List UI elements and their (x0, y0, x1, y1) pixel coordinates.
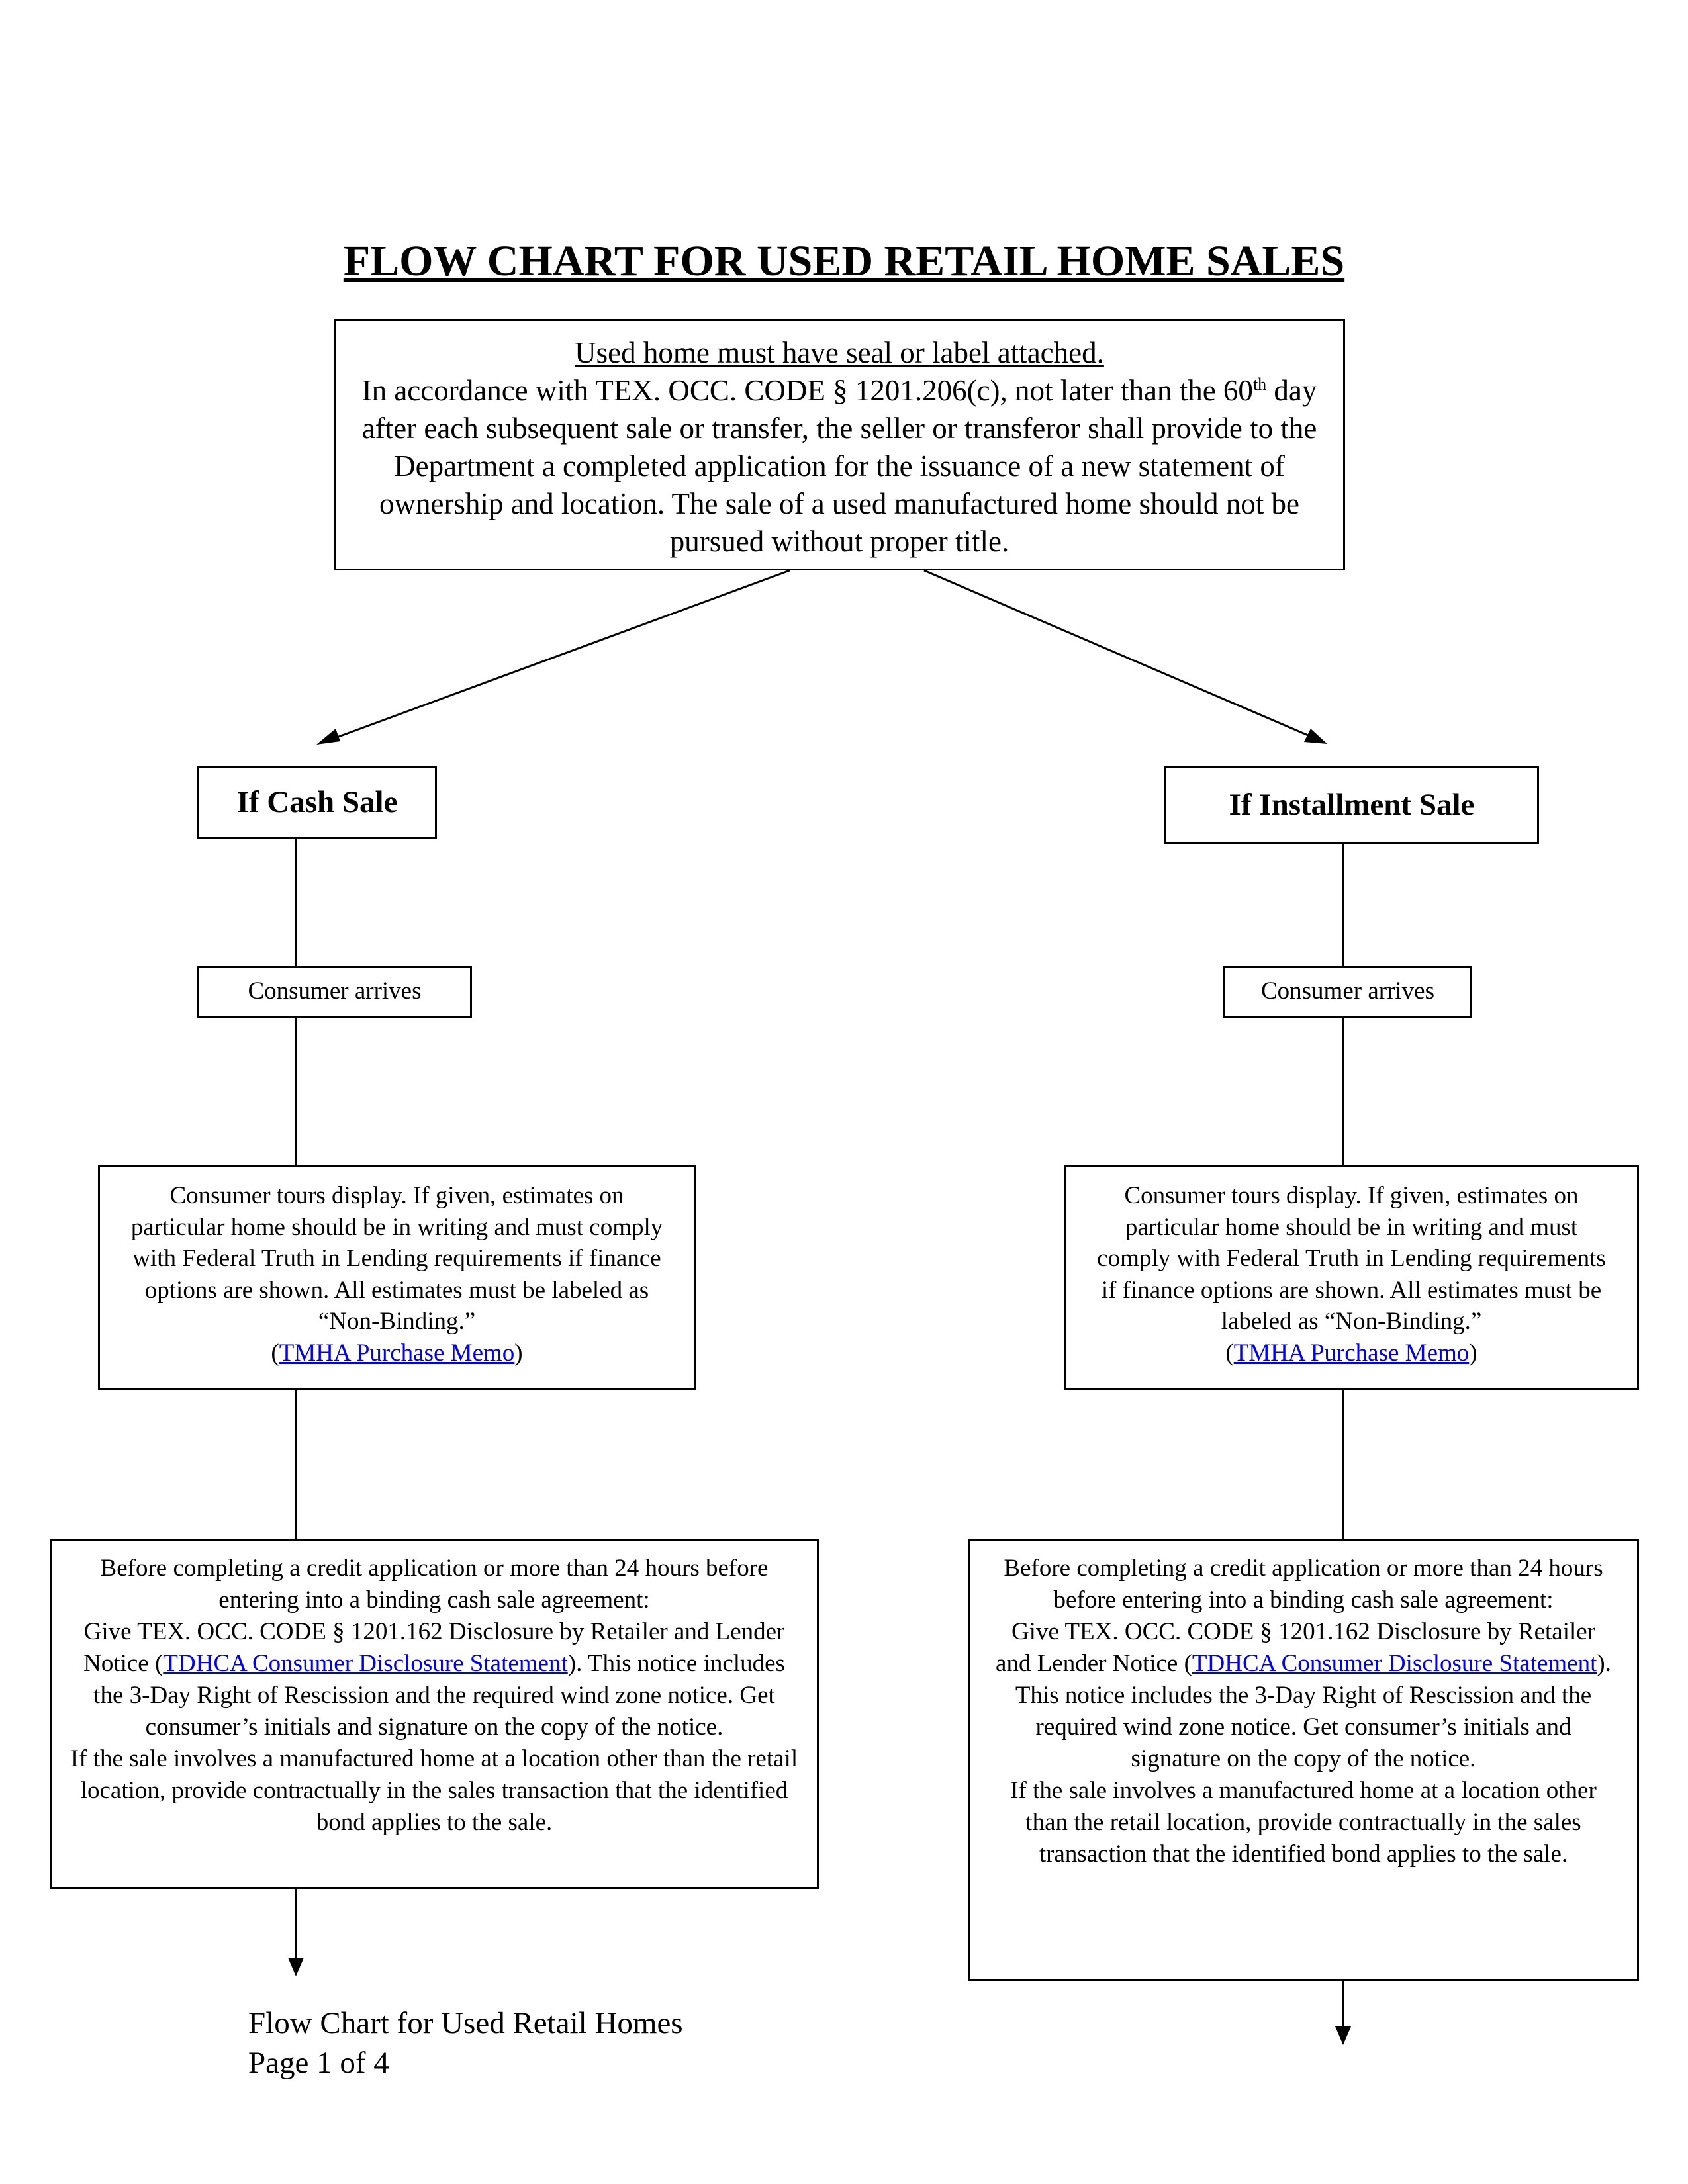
arrowhead-cash (316, 729, 340, 745)
cash-consumer-arrives-box (197, 966, 472, 1018)
cash-tmha-purchase-memo-link[interactable]: TMHA Purchase Memo (279, 1339, 515, 1367)
installment-sale-box (1164, 766, 1539, 844)
cash-credit-line2: Give TEX. OCC. CODE § 1201.162 Disclosure by Retailer and Lender Notice (TDHCA Consumer Disclosure Statement). This notice includes the 3-Day Right of Rescission and the required wind zone notice. Get consumer’s initials and signature on the copy of the notice. (83, 1618, 785, 1741)
installment-tdhca-disclosure-link[interactable]: TDHCA Consumer Disclosure Statement (1192, 1650, 1597, 1677)
seal-requirement-box (334, 319, 1345, 570)
cash-sale-heading: If Cash Sale (236, 785, 398, 819)
installment-credit-line1: Before completing a credit application or more than 24 hours before entering into a binding cash sale agreement: (1004, 1555, 1603, 1614)
superscript-th: th (1252, 375, 1267, 394)
installment-credit-line3: If the sale involves a manufactured home at a location other than the retail location, provide contractually in the sales transaction that the identified bond applies to the sale. (1010, 1777, 1597, 1868)
installment-credit-disclosure-box (968, 1539, 1639, 1981)
installment-tmha-purchase-memo-link[interactable]: TMHA Purchase Memo (1233, 1339, 1470, 1367)
installment-sale-heading: If Installment Sale (1229, 788, 1475, 822)
cash-credit-line3: If the sale involves a manufactured home at a location other than the retail location, provide contractually in the sales transaction that the identified bond applies to the sale. (70, 1745, 798, 1836)
cash-tour-box (98, 1165, 696, 1390)
cash-credit-disclosure-box (50, 1539, 819, 1889)
cash-tdhca-disclosure-link[interactable]: TDHCA Consumer Disclosure Statement (163, 1650, 568, 1677)
cash-tour-link-line: (TMHA Purchase Memo) (271, 1339, 523, 1367)
cash-sale-box (197, 766, 437, 839)
installment-tour-box (1064, 1165, 1639, 1390)
cash-tour-text: Consumer tours display. If given, estimates on particular home should be in writing and must comply with Federal Truth in Lending requirements if finance options are shown. All estimates must be labeled as “Non-Binding.” (130, 1182, 663, 1335)
footer-title: Flow Chart for Used Retail Homes (248, 2006, 683, 2040)
cash-credit-line1: Before completing a credit application or more than 24 hours before entering into a binding cash sale agreement: (100, 1555, 769, 1614)
seal-heading: Used home must have seal or label attached. (575, 336, 1104, 369)
cash-consumer-arrives: Consumer arrives (248, 978, 422, 1005)
installment-consumer-arrives: Consumer arrives (1260, 978, 1435, 1005)
installment-tour-link-line: (TMHA Purchase Memo) (1225, 1339, 1477, 1367)
installment-tour-text: Consumer tours display. If given, estimates on particular home should be in writing and must comply with Federal Truth in Lending requirements if finance options are shown. All estimates must be labeled as “Non-Binding.” (1097, 1182, 1606, 1335)
installment-credit-line2: Give TEX. OCC. CODE § 1201.162 Disclosure by Retailer and Lender Notice (TDHCA Consumer Disclosure Statement). This notice includes the 3-Day Right of Rescission and the required wind zone notice. Get consumer’s initials and signature on the copy of the notice. (996, 1618, 1611, 1772)
seal-requirement-text: In accordance with TEX. OCC. CODE § 1201.206(c), not later than the 60th day after each subsequent sale or transfer, the seller or transferor shall provide to the Department a completed application for the issuance of a new statement of ownership and location. The sale of a used manufactured home should not be pursued without proper title. (361, 374, 1317, 558)
footer-page-number: Page 1 of 4 (248, 2046, 389, 2080)
page-title: FLOW CHART FOR USED RETAIL HOME SALES (343, 237, 1345, 285)
arrowhead-down-left (288, 1958, 304, 1976)
arrow-to-installment (924, 570, 1313, 737)
arrow-to-cash (330, 570, 790, 740)
arrowhead-down-right (1335, 2026, 1351, 2045)
page-footer (248, 2003, 683, 2083)
installment-consumer-arrives-box (1223, 966, 1472, 1018)
arrowhead-installment (1304, 729, 1327, 744)
